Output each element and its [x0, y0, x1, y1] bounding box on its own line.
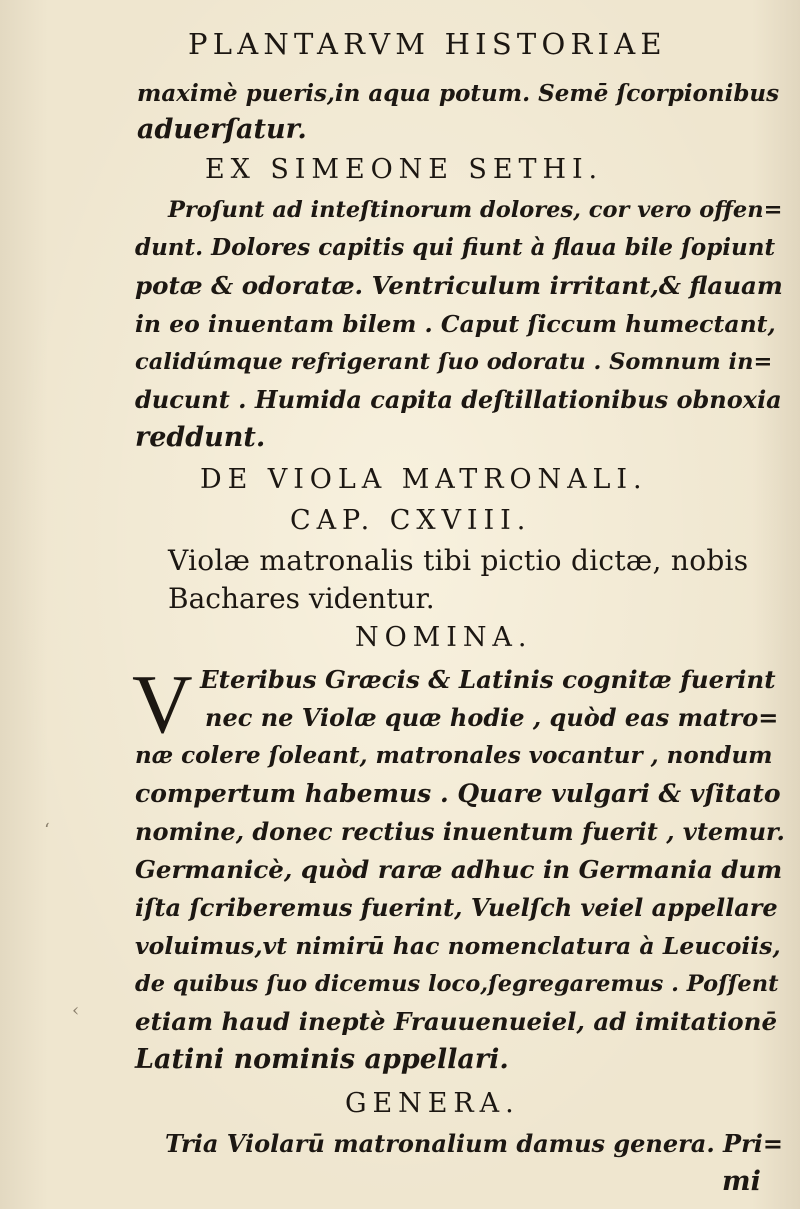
- catchword: mi: [722, 1166, 761, 1197]
- text-line: in eo inuentam bilem . Caput ſiccum humectant,: [135, 310, 776, 338]
- margin-mark: ‹: [72, 1000, 80, 1021]
- text-line: voluimus,vt nimirū hac nomenclatura à Leucoiis,: [135, 932, 781, 960]
- text-line: Tria Violarū matronalium damus genera. Pri=: [165, 1129, 783, 1158]
- text-line: calidúmque refrigerant ſuo odoratu . Somnum in=: [135, 349, 773, 375]
- section-heading: NOMINA.: [355, 622, 533, 653]
- section-heading: GENERA.: [345, 1088, 520, 1119]
- running-title: PLANTARVM HISTORIAE: [188, 27, 667, 61]
- chapter-title: DE VIOLA MATRONALI.: [200, 464, 648, 495]
- text-line: maximè pueris,in aqua potum. Semē ſcorpionibus: [137, 80, 780, 107]
- drop-cap: V: [132, 658, 193, 751]
- text-line: Latini nominis appellari.: [135, 1044, 509, 1075]
- text-line: dunt. Dolores capitis qui fiunt à flaua bile ſopiunt: [135, 234, 776, 261]
- chapter-intro-line: Violæ matronalis tibi pictio dictæ, nobis: [168, 544, 749, 577]
- text-line: nec ne Violæ quæ hodie , quòd eas matro=: [205, 703, 779, 732]
- text-line: Proſunt ad inteſtinorum dolores, cor vero offen=: [168, 197, 783, 223]
- text-line: iſta ſcriberemus fuerint, Vuelſch veiel appellare: [135, 893, 778, 922]
- text-line: Germanicè, quòd raræ adhuc in Germania dum: [135, 855, 783, 884]
- text-line: compertum habemus . Quare vulgari & vſitato: [135, 779, 781, 808]
- text-line: aduerſatur.: [137, 114, 307, 145]
- text-line: de quibus ſuo dicemus loco,ſegregaremus . Poſſent: [135, 971, 779, 997]
- text-line: etiam haud ineptè Frauuenueiel, ad imitationē: [135, 1007, 778, 1036]
- text-line: potæ & odoratæ. Ventriculum irritant,& flauam: [135, 271, 783, 300]
- text-line: Eteribus Græcis & Latinis cognitæ fuerint: [200, 665, 776, 694]
- text-line: ducunt . Humida capita deſtillationibus obnoxia: [135, 385, 782, 414]
- chapter-intro-line: Bachares videntur.: [168, 582, 435, 615]
- text-line: nomine, donec rectius inuentum fuerit , vtemur.: [135, 817, 785, 846]
- section-heading: EX SIMEONE SETHI.: [205, 154, 604, 185]
- margin-mark: ‘: [44, 820, 50, 841]
- text-line: reddunt.: [135, 422, 266, 453]
- text-line: næ colere ſoleant, matronales vocantur , nondum: [135, 742, 773, 769]
- chapter-number: CAP. CXVIII.: [290, 505, 532, 536]
